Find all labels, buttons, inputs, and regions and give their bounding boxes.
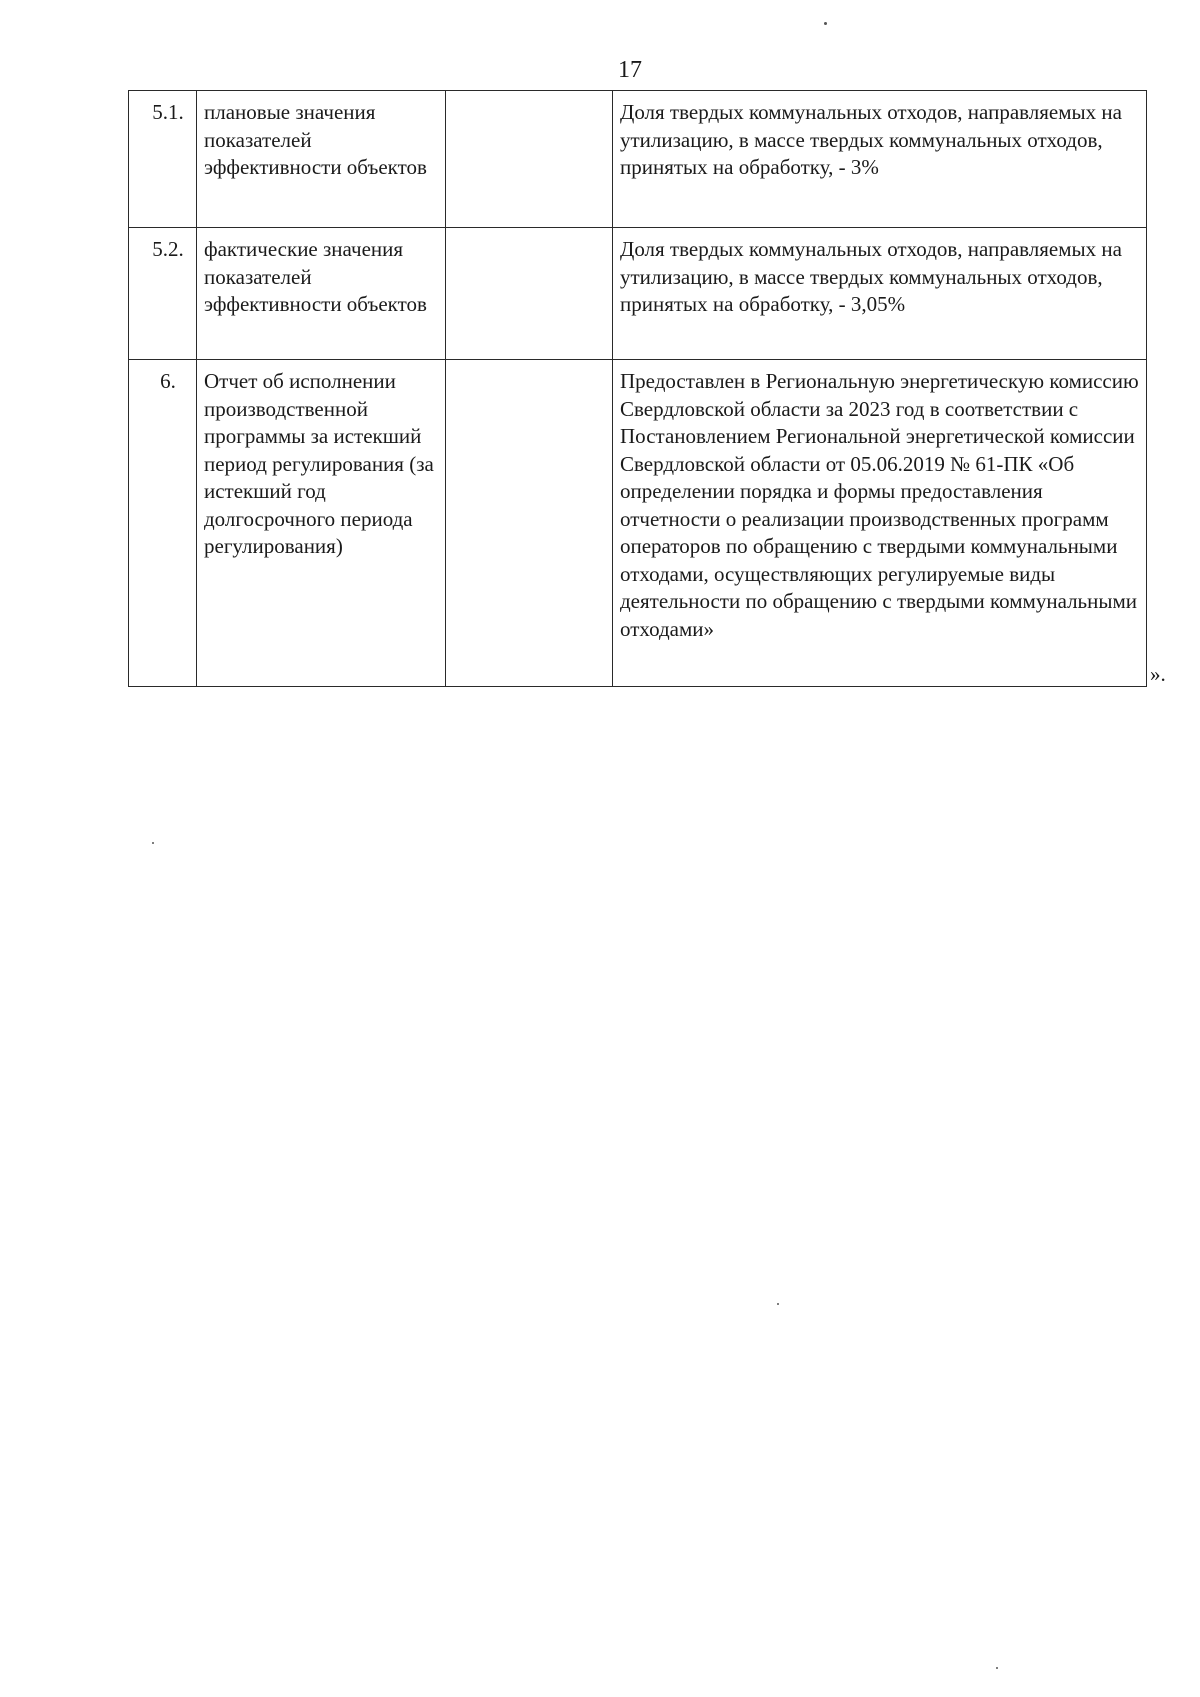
row-number: 5.1. [152, 100, 184, 124]
row-blank-cell [446, 360, 613, 687]
scan-speck [824, 22, 827, 25]
page-number: 17 [618, 57, 642, 83]
row-number: 5.2. [152, 237, 184, 261]
row-number-cell [129, 228, 197, 360]
row-blank-cell [446, 91, 613, 228]
scan-speck [777, 1303, 779, 1305]
row-number: 6. [160, 369, 176, 393]
row-name-cell: фактические значения показателей эффективности объектов [197, 228, 446, 360]
row-number-cell [129, 91, 197, 228]
table-row [129, 228, 1147, 360]
document-table [128, 90, 1147, 687]
scan-speck [996, 1667, 998, 1669]
table-row [129, 360, 1147, 687]
row-description-cell: Доля твердых коммунальных отходов, направляемых на утилизацию, в массе твердых коммунальных отходов, принятых на обработку, - 3% [613, 91, 1147, 228]
row-description-cell: Доля твердых коммунальных отходов, направляемых на утилизацию, в массе твердых коммунальных отходов, принятых на обработку, - 3,05% [613, 228, 1147, 360]
row-name-cell: Отчет об исполнении производственной программы за истекший период регулирования (за истекший год долгосрочного периода регулирования) [197, 360, 446, 687]
table-row [129, 91, 1147, 228]
closing-quote-mark: ». [1150, 662, 1166, 686]
row-number-cell [129, 360, 197, 687]
row-blank-cell [446, 228, 613, 360]
scan-speck [152, 842, 154, 844]
row-name-cell: плановые значения показателей эффективности объектов [197, 91, 446, 228]
row-description-cell: Предоставлен в Региональную энергетическую комиссию Свердловской области за 2023 год в соответствии с Постановлением Региональной энергетической комиссии Свердловской области от 05.06.2019 № 61-ПК «Об определении порядка и формы предоставления отчетности о реализации производственных программ операторов по обращению с твердыми коммунальными отходами, осуществляющих регулируемые виды деятельности по обращению с твердыми коммунальными отходами» [613, 360, 1147, 687]
